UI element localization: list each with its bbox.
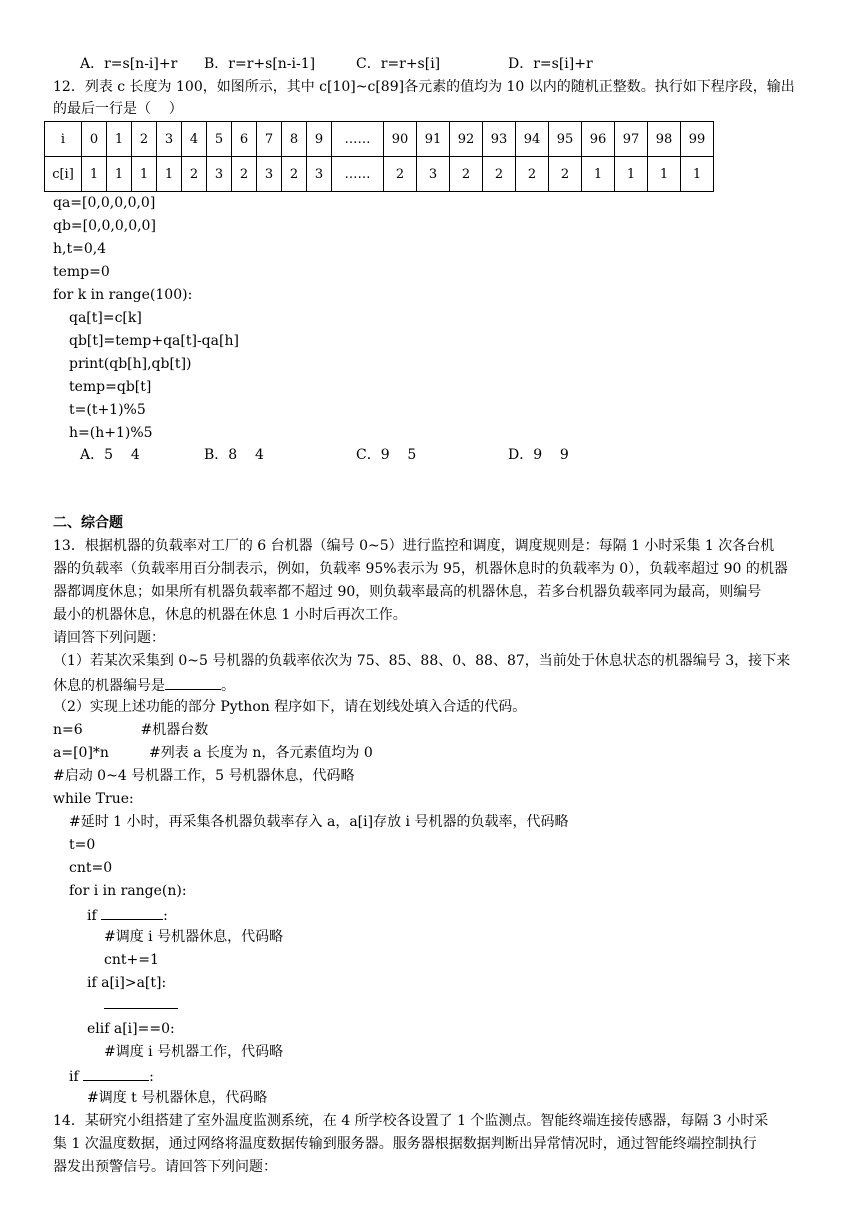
q13-sub2-line: （2）实现上述功能的部分 Python 程序如下，请在划线处填入合适的代码。 — [53, 699, 527, 715]
table-cell: 3 — [307, 157, 332, 192]
q13-code-line: cnt=0 — [69, 860, 113, 876]
q12-option-b: B．8 4 — [204, 447, 264, 463]
q13-paragraph-line: 器都调度休息；如果所有机器负载率都不超过 90，则负载率最高的机器休息，若多台机器负载率同为最高，则编号 — [53, 584, 762, 600]
table-cell: 3 — [417, 157, 450, 192]
q13-code-line: cnt+=1 — [104, 952, 159, 968]
table-cell: 3 — [157, 122, 182, 157]
table-cell: 97 — [615, 122, 648, 157]
q13-paragraph-line: 器的负载率（负载率用百分制表示，例如，负载率 95%表示为 95，机器休息时的负载率为 0），负载率超过 90 的机器 — [53, 561, 788, 577]
q13-code-line: a=[0]*n #列表 a 长度为 n，各元素值均为 0 — [53, 745, 373, 761]
table-cell: 2 — [549, 157, 582, 192]
q13-code-line — [87, 905, 168, 925]
section-title: 二、综合题 — [53, 515, 123, 531]
q12-code-line: h,t=0,4 — [53, 241, 107, 257]
table-cell: 1 — [82, 157, 107, 192]
code-text: : — [149, 1069, 154, 1085]
table-cell: …… — [332, 122, 384, 157]
table-cell: 2 — [232, 157, 257, 192]
list-c-table — [44, 121, 714, 192]
q13-code-line: n=6 #机器台数 — [53, 722, 209, 738]
table-cell: 6 — [232, 122, 257, 157]
table-cell: 1 — [132, 157, 157, 192]
table-cell: 90 — [384, 122, 417, 157]
q12-code-line: qb=[0,0,0,0,0] — [53, 218, 156, 234]
table-cell: …… — [332, 157, 384, 192]
code-text: if — [69, 1069, 84, 1085]
table-cell: 98 — [648, 122, 681, 157]
table-cell: 91 — [417, 122, 450, 157]
q13-code-line: t=0 — [69, 837, 96, 853]
table-cell: 1 — [615, 157, 648, 192]
q14-paragraph-line: 器发出预警信号。请回答下列问题： — [53, 1159, 277, 1175]
q11-option-b: B．r=r+s[n-i-1] — [204, 56, 316, 72]
q13-code-line — [69, 1066, 154, 1086]
table-cell: c[i] — [45, 157, 82, 192]
table-cell: 1 — [648, 157, 681, 192]
table-cell: 92 — [450, 122, 483, 157]
q11-option-a: A．r=s[n-i]+r — [80, 56, 178, 72]
code-text: : — [163, 908, 168, 924]
table-cell: 96 — [582, 122, 615, 157]
q11-option-c: C．r=r+s[i] — [356, 56, 441, 72]
q14-paragraph-line: 集 1 次温度数据，通过网络将温度数据传输到服务器。服务器根据数据判断出异常情况时，通过智能终端控制执行 — [53, 1136, 757, 1152]
q12-code-line: qb[t]=temp+qa[t]-qa[h] — [69, 333, 239, 349]
q13-code-line: if a[i]>a[t]: — [87, 975, 167, 991]
q13-code-line: elif a[i]==0: — [87, 1021, 175, 1037]
table-row-values — [45, 157, 714, 192]
code-text: if — [87, 908, 102, 924]
q12-option-d: D．9 9 — [508, 447, 569, 463]
answer-blank[interactable] — [101, 905, 163, 920]
q13-paragraph-line: 最小的机器休息，休息的机器在休息 1 小时后再次工作。 — [53, 607, 407, 623]
answer-blank[interactable] — [104, 994, 178, 1009]
q11-option-d: D．r=s[i]+r — [508, 56, 593, 72]
table-cell: 2 — [450, 157, 483, 192]
table-cell: 3 — [257, 157, 282, 192]
q14-paragraph-line: 14．某研究小组搭建了室外温度监测系统，在 4 所学校各设置了 1 个监测点。智能终端连接传感器，每隔 3 小时采 — [53, 1113, 769, 1129]
table-cell: 2 — [516, 157, 549, 192]
q12-code-line: print(qb[h],qb[t]) — [69, 356, 192, 372]
q13-paragraph-line: 请回答下列问题： — [53, 630, 165, 646]
answer-blank[interactable] — [83, 1066, 149, 1081]
table-cell: 7 — [257, 122, 282, 157]
table-cell: 93 — [483, 122, 516, 157]
table-cell: i — [45, 122, 82, 157]
table-cell: 9 — [307, 122, 332, 157]
q12-code-line: h=(h+1)%5 — [69, 425, 153, 441]
q12-code-line: for k in range(100): — [53, 287, 193, 303]
table-cell: 4 — [182, 122, 207, 157]
q12-code-line: qa=[0,0,0,0,0] — [53, 195, 156, 211]
q12-stem-line2: 的最后一行是（ ） — [53, 101, 183, 117]
answer-blank[interactable] — [165, 675, 221, 690]
q13-sub1-answer-line — [53, 675, 235, 695]
q13-sub1-end: 。 — [221, 678, 235, 694]
q12-option-c: C．9 5 — [356, 447, 417, 463]
table-cell: 2 — [182, 157, 207, 192]
table-cell: 1 — [157, 157, 182, 192]
q13-sub1-text: 休息的机器编号是 — [53, 678, 165, 694]
table-cell: 1 — [681, 157, 714, 192]
q13-sub1-line: （1）若某次采集到 0~5 号机器的负载率依次为 75、85、88、0、88、87，当前处于休息状态的机器编号 3，接下来 — [53, 653, 791, 669]
table-cell: 8 — [282, 122, 307, 157]
q13-code-line: for i in range(n): — [69, 883, 187, 899]
table-cell: 5 — [207, 122, 232, 157]
q12-code-line: t=(t+1)%5 — [69, 402, 146, 418]
table-cell: 1 — [107, 122, 132, 157]
table-cell: 2 — [384, 157, 417, 192]
table-cell: 0 — [82, 122, 107, 157]
table-cell: 99 — [681, 122, 714, 157]
q12-code-line: temp=qb[t] — [69, 379, 152, 395]
table-cell: 2 — [282, 157, 307, 192]
q13-code-line: #启动 0~4 号机器工作，5 号机器休息，代码略 — [53, 768, 355, 784]
table-cell: 3 — [207, 157, 232, 192]
q13-code-line: while True: — [53, 791, 134, 807]
q13-paragraph-line: 13．根据机器的负载率对工厂的 6 台机器（编号 0~5）进行监控和调度，调度规则是：每隔 1 小时采集 1 次各台机 — [53, 538, 775, 554]
table-cell: 1 — [107, 157, 132, 192]
q13-code-line: #调度 t 号机器休息，代码略 — [87, 1090, 268, 1106]
table-cell: 95 — [549, 122, 582, 157]
table-cell: 2 — [483, 157, 516, 192]
q13-code-line: #延时 1 小时，再采集各机器负载率存入 a，a[i]存放 i 号机器的负载率，代码略 — [69, 814, 569, 830]
table-row-index — [45, 122, 714, 157]
q12-code-line: qa[t]=c[k] — [69, 310, 142, 326]
q12-code-line: temp=0 — [53, 264, 110, 280]
table-cell: 94 — [516, 122, 549, 157]
table-cell: 1 — [582, 157, 615, 192]
q13-code-line: #调度 i 号机器休息，代码略 — [104, 929, 284, 945]
table-cell: 2 — [132, 122, 157, 157]
q13-code-line: #调度 i 号机器工作，代码略 — [104, 1044, 284, 1060]
q12-stem-line1: 12．列表 c 长度为 100，如图所示，其中 c[10]~c[89]各元素的值均为 10 以内的随机正整数。执行如下程序段，输出 — [53, 79, 795, 95]
q12-option-a: A．5 4 — [80, 447, 140, 463]
q13-code-line — [104, 994, 178, 1014]
